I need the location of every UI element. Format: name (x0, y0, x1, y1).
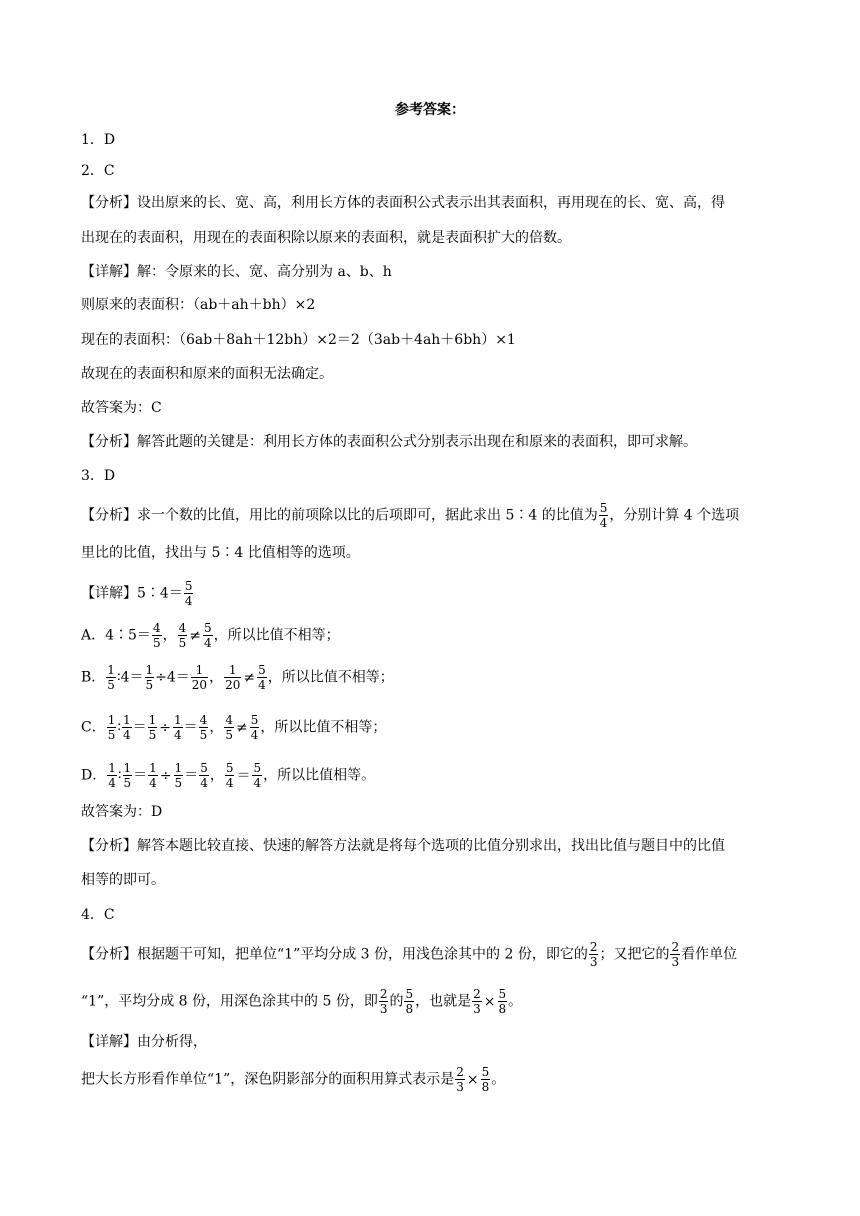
denominator: 3 (671, 955, 680, 969)
detail-2-line2: 则原来的表面积：（ab＋ah＋bh）×2 (81, 297, 316, 313)
denominator: 4 (108, 776, 116, 790)
fraction (199, 714, 209, 741)
answer-1: 1．D (81, 132, 116, 148)
option-b (81, 664, 394, 691)
denominator: 4 (258, 678, 266, 692)
fraction (107, 714, 117, 741)
text: ＝ (184, 767, 199, 784)
numerator: 1 (107, 663, 115, 677)
numerator: 1 (123, 761, 132, 775)
fraction (184, 580, 194, 607)
fraction (178, 622, 188, 649)
numerator: 4 (199, 713, 208, 727)
fraction (379, 988, 389, 1015)
numerator: 1 (149, 761, 157, 775)
denominator: 4 (250, 728, 259, 742)
detail-2-line1: 【详解】解：令原来的长、宽、高分别为 a、b、h (81, 264, 392, 280)
numerator: 5 (184, 579, 193, 593)
text: 。 (491, 1071, 506, 1088)
text: 【分析】根据题干可知，把单位“1”平均分成 3 份，用浅色涂其中的 2 份，即它的 (81, 946, 588, 963)
numerator: 1 (174, 761, 183, 775)
fraction (203, 622, 213, 649)
denominator: 5 (199, 728, 208, 742)
operator: × (466, 1071, 479, 1088)
text: 的 (389, 993, 404, 1010)
text: ，也就是 (415, 993, 472, 1010)
detail-2-line3: 现在的表面积：（6ab＋8ah＋12bh）×2＝2（3ab＋4ah＋6bh）×1 (81, 332, 516, 348)
text: ，所以比值不相等； (267, 669, 394, 686)
fraction (252, 762, 262, 789)
answer-2: 2．C (81, 163, 115, 179)
text: ，所以比值不相等； (213, 627, 340, 644)
operator: ≠ (235, 719, 248, 736)
numerator: 5 (203, 621, 212, 635)
numerator: 1 (191, 664, 208, 678)
numerator: 2 (671, 940, 680, 954)
fraction (670, 941, 680, 968)
analysis-2-line1: 【分析】设出原来的长、宽、高，利用长方体的表面积公式表示出其表面积，再用现在的长、宽、高，得 (81, 195, 725, 211)
option-c (81, 714, 386, 741)
detail-2-line4: 故现在的表面积和原来的面积无法确定。 (81, 366, 333, 382)
numerator: 2 (379, 987, 388, 1001)
text: ，所以比值相等。 (263, 767, 376, 784)
fraction (152, 622, 162, 649)
denominator: 20 (225, 678, 241, 692)
numerator: 2 (473, 987, 481, 1001)
text: 。 (508, 993, 523, 1010)
numerator: 2 (589, 940, 598, 954)
fraction (174, 762, 184, 789)
numerator: 1 (174, 713, 182, 727)
text: ＝ (183, 719, 198, 736)
text: ， (209, 719, 224, 736)
numerator: 5 (258, 663, 266, 677)
denominator: 4 (149, 776, 157, 790)
numerator: 5 (481, 1065, 490, 1079)
numerator: 1 (107, 713, 116, 727)
denominator: 5 (148, 728, 157, 742)
text: 看作单位 (681, 946, 738, 963)
text: ∶ (117, 719, 122, 736)
denominator: 5 (145, 678, 154, 692)
fraction (224, 714, 234, 741)
numerator: 2 (456, 1065, 464, 1079)
denominator: 20 (191, 678, 208, 692)
fraction (191, 664, 208, 691)
detail-4-line1: 【详解】由分析得， (81, 1034, 207, 1050)
fraction (145, 664, 155, 691)
denominator: 5 (123, 776, 132, 790)
fraction (107, 762, 117, 789)
analysis-2-line2: 出现在的表面积，用现在的表面积除以原来的表面积，就是表面积扩大的倍数。 (81, 230, 571, 246)
numerator: 5 (405, 987, 414, 1001)
denominator: 4 (174, 728, 182, 742)
text: ∶ (117, 767, 122, 784)
conclusion-2: 故答案为：C (81, 400, 162, 416)
text: A．4∶5＝ (81, 627, 151, 644)
answer-4: 4．C (81, 907, 115, 923)
detail-4-line2 (81, 1066, 505, 1093)
text: ∶4＝ (116, 669, 144, 686)
fraction (199, 762, 209, 789)
text: ， (209, 669, 224, 686)
fraction (599, 502, 609, 529)
text: ＝ (132, 719, 147, 736)
operator: ÷ (159, 767, 172, 784)
denominator: 8 (481, 1080, 490, 1094)
numerator: 5 (498, 987, 507, 1001)
denominator: 4 (200, 776, 208, 790)
fraction (123, 762, 133, 789)
text: ， (162, 627, 177, 644)
analysis-4-line2 (81, 988, 522, 1015)
text: “1”，平均分成 8 份，用深色涂其中的 5 份，即 (81, 993, 378, 1010)
fraction (106, 664, 116, 691)
fraction (224, 664, 241, 691)
fraction (589, 941, 599, 968)
fraction (455, 1066, 465, 1093)
analysis-3-line2: 里比的比值，找出与 5∶4 比值相等的选项。 (81, 545, 360, 561)
analysis-3-key-line2: 相等的即可。 (81, 872, 165, 888)
fraction (257, 664, 267, 691)
page-title: 参考答案： (395, 102, 465, 118)
text: ＝ (133, 767, 148, 784)
operator: ＝ (236, 767, 251, 784)
text: C． (81, 719, 106, 736)
conclusion-3: 故答案为：D (81, 804, 163, 820)
denominator: 3 (456, 1080, 464, 1094)
numerator: 1 (123, 713, 131, 727)
fraction (148, 762, 158, 789)
fraction (404, 988, 414, 1015)
fraction (148, 714, 158, 741)
detail-3-line1 (81, 580, 194, 607)
fraction (173, 714, 183, 741)
text: 【详解】5∶4＝ (81, 585, 183, 602)
denominator: 5 (178, 636, 187, 650)
numerator: 1 (108, 761, 116, 775)
operator: × (483, 993, 496, 1010)
numerator: 4 (178, 621, 187, 635)
denominator: 4 (599, 516, 608, 530)
text: ÷4＝ (155, 669, 190, 686)
numerator: 5 (250, 713, 259, 727)
numerator: 4 (152, 621, 161, 635)
operator: ÷ (159, 719, 172, 736)
text: 把大长方形看作单位“1”，深色阴影部分的面积用算式表示是 (81, 1071, 455, 1088)
denominator: 4 (123, 728, 131, 742)
fraction (225, 762, 235, 789)
denominator: 4 (184, 594, 193, 608)
denominator: 3 (473, 1002, 481, 1016)
numerator: 5 (599, 501, 608, 515)
fraction (472, 988, 482, 1015)
analysis-4-line1 (81, 941, 737, 968)
answer-3: 3．D (81, 468, 116, 484)
numerator: 1 (148, 713, 157, 727)
denominator: 3 (379, 1002, 388, 1016)
option-d (81, 762, 375, 789)
analysis-2-key: 【分析】解答此题的关键是：利用长方体的表面积公式分别表示出现在和原来的表面积，即可求解。 (81, 434, 697, 450)
option-a (81, 622, 340, 649)
numerator: 5 (253, 761, 262, 775)
analysis-3-line1 (81, 502, 739, 529)
numerator: 1 (145, 663, 154, 677)
text: 【分析】求一个数的比值，用比的前项除以比的后项即可，据此求出 5∶4 的比值为 (81, 507, 598, 524)
text: ， (209, 767, 224, 784)
numerator: 5 (200, 761, 208, 775)
denominator: 4 (203, 636, 212, 650)
denominator: 4 (253, 776, 262, 790)
numerator: 4 (225, 713, 233, 727)
analysis-3-key-line1: 【分析】解答本题比较直接、快速的解答方法就是将每个选项的比值分别求出，找出比值与题目中的比值 (81, 838, 725, 854)
denominator: 5 (225, 728, 233, 742)
text: ，所以比值不相等； (260, 719, 387, 736)
denominator: 8 (498, 1002, 507, 1016)
denominator: 5 (152, 636, 161, 650)
fraction (498, 988, 508, 1015)
operator: ≠ (189, 627, 201, 644)
text: B． (81, 669, 106, 686)
denominator: 5 (174, 776, 183, 790)
numerator: 5 (225, 761, 234, 775)
numerator: 1 (224, 664, 241, 678)
denominator: 4 (225, 776, 234, 790)
denominator: 3 (589, 955, 598, 969)
fraction (122, 714, 132, 741)
denominator: 8 (405, 1002, 414, 1016)
text: ；又把它的 (599, 946, 670, 963)
denominator: 5 (107, 728, 116, 742)
operator: ≠ (243, 669, 256, 686)
denominator: 5 (107, 678, 115, 692)
text: ，分别计算 4 个选项 (609, 507, 740, 524)
fraction (481, 1066, 491, 1093)
text: D． (81, 767, 107, 784)
fraction (250, 714, 260, 741)
